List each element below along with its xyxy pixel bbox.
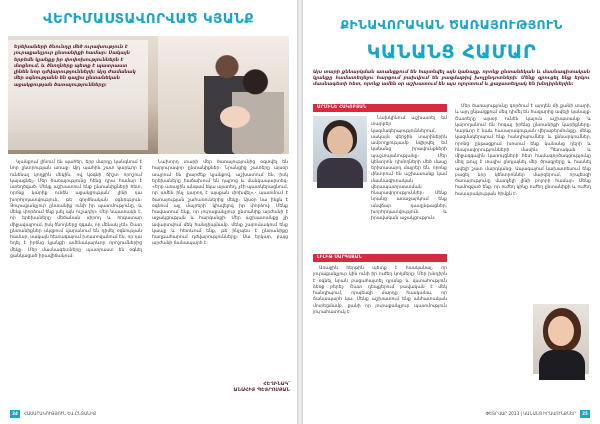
person2-name-band: ԼԻԼԻԹ ՍԱՐԳՍՅԱՆ bbox=[313, 254, 447, 262]
left-column-1-text: Կյանքում լինում են պահեր, երբ մարդը կանգնում է նոր ընտրության առաջ։ Այդ պահին շատ կարևոր է ունենալ կողքին մեկին, ով կօգնի ճիշտ որոշում կայացնել։ Մեր ծառայությունը հենց դրա համար է ստեղծված։ Մենք աշխատում ենք ընտանիքների հետ, որոնք կարիք ունեն աջակցության՝ լինի դա խորհրդատվություն, թե գործնական օգնություն։ Յուրաքանչյուր ընտանիք ունի իր պատմությունը, և մենք փորձում ենք լսել այն ուշադիր։ Մեր նպատակն է, որ երեխաները մեծանան սիրող և հոգատար միջավայրում, իսկ ծնողները զգան, որ մենակ չեն։ Շատ ընտանիքներ սկզբում վարանում են դիմել օգնության համար, սակայն հետագայում խոստովանում են, որ դա եղել է իրենց կյանքի ամենակարևոր որոշումներից մեկը։ Մեր մասնագետները պատրաստ են օգնել ցանկացած իրավիճակում։ bbox=[10, 160, 142, 259]
right-column-text-block bbox=[455, 104, 591, 300]
person2-portrait bbox=[533, 304, 589, 374]
right-page bbox=[303, 0, 600, 424]
right-column-text: Մեր ծառայությունը գործում է արդեն մի քանի տարի, և այդ ընթացքում մեզ դիմել են հազարից ավելի կանայք։ Շատերը այսօր ունեն կայուն աշխատանք և կարողանում են հոգալ իրենց ընտանիքի կարիքները։ Կարևոր է նաև հասարակության վերաբերմունքը. մենք կազմակերպում ենք հանդիպումներ և քննարկումներ, որոնց ընթացքում խոսում ենք կանանց դերի և հնարավորությունների մասին։ Պետական և միջազգային կառույցների հետ համագործակցությունը մեզ թույլ է տալիս ընդլայնել մեր ծրագրերը և հասնել ավելի շատ մարդկանց։ Ապագայում նախատեսում ենք բացել նոր կենտրոններ մարզերում, որպեսզի ծառայությունը մատչելի լինի բոլորի համար։ Մենք համոզված ենք, որ ուժեղ կինը ուժեղ ընտանիքի և ուժեղ հասարակության հիմքն է։ bbox=[455, 104, 591, 197]
author-signature bbox=[200, 382, 290, 394]
left-column-2 bbox=[152, 160, 288, 380]
left-page-number: 24 bbox=[10, 410, 20, 418]
signature-label: ՀԵՂԻՆԱԿ՝ bbox=[263, 382, 290, 387]
right-title-line-1: ՔԻՆԱՎՈՐԱԿԱՆ ԾԱՌԱՅՈՒԹՅՈՒՆ bbox=[340, 17, 563, 32]
left-column-2-text: Նախորդ տարի մեր ծառայությունից օգտվել են հարյուրավոր ընտանիքներ։ Նրանցից շատերը այսօր ապրում են լիարժեք կյանքով, աշխատում են, իսկ երեխաները հաճախում են դպրոց և մանկապարտեզ։ «Երբ առաջին անգամ եկա այստեղ, չէի պատկերացնում, որ ամեն ինչ կարող է այսքան փոխվել»,- պատմում է ծառայության շահառուներից մեկը։ Այսօր նա ինքն է օգնում այլ մայրերի՝ կիսվելով իր փորձով։ Մենք հավատում ենք, որ յուրաքանչյուր ընտանիք արժանի է աջակցության և հարգանքի։ Մեր աշխատանքը չի ավարտվում մեկ հանդիպմամբ. մենք շարունակում ենք կապը և հետևում ենք, թե ինչպես է ընտանիքը հաղթահարում դժվարությունները։ Սա երկար, բայց արժանի ճանապարհ է։ bbox=[152, 160, 288, 247]
person1-text: Նախկինում աշխատել եմ տարբեր կազմակերպություններում, սակայն վերջին տարիներին ամբողջությամբ նվիրվել եմ կանանց իրավունքների պաշտպանությանը։ Մեր կենտրոն դիմողների մեծ մասը երիտասարդ մայրեր են, որոնք փնտրում են աշխատանք կամ մասնագիտական վերապատրաստման հնարավորություններ։ Մենք նրանց առաջարկում ենք անվճար դասընթացներ, խորհրդատվություն և իրավական աջակցություն։ bbox=[371, 116, 447, 221]
person1-name-band: ԱՐՄԻՆԵ ՀԱԿՈԲՅԱՆ bbox=[313, 104, 447, 112]
person1-portrait bbox=[313, 116, 367, 182]
left-running-footer: ՀԱՍԱՐԱԿՈՒԹՅՈՒՆ ԵՎ ԸՆՏԱՆԻՔ bbox=[24, 411, 97, 416]
right-page-number: 25 bbox=[580, 410, 590, 418]
baby-figure bbox=[220, 106, 250, 128]
left-footer bbox=[10, 410, 287, 418]
person2-text-block bbox=[313, 266, 447, 338]
right-left-column bbox=[313, 104, 447, 404]
signature-name: ԱՆԱՀԻՏ ՊԵՏՐՈՍՅԱՆ bbox=[233, 388, 290, 393]
left-column-1 bbox=[10, 160, 142, 396]
person1-text-block bbox=[371, 116, 447, 221]
left-page bbox=[0, 0, 297, 424]
left-lead-box bbox=[8, 40, 148, 150]
left-lead-text: Երեխաների ծնունդը մեծ ուրախություն է յուրաքանչյուր ընտանիքի համար։ Սակայն երբեմն կյանքը իր փոփոխություններն է մտցնում, և ծնողները պետք է պատրաստ լինեն նոր դժվարությունների։ Այդ ժամանակ մեր օգնությանն են գալիս ընտանեկան աջակցության ծառայությունները։ bbox=[14, 45, 136, 88]
left-page-title: ՎԵՐԻՄԱՍՏԱՎՈՐՎԱԾ ԿՅԱՆՔ bbox=[42, 11, 255, 27]
person2-text: Առաջին հերթին պետք է հասկանալ, որ յուրաքանչյուր կին ունի իր ուժեղ կողմերը։ Մեր խնդիրն է օգնել նրան բացահայտել դրանք և վստահություն ձեռք բերել։ Շատ դեպքերում բավական է մեկ հանդիպում, որպեսզի մարդը հասկանա, որ ճանապարհ կա։ Մենք աշխատում ենք անհատական մոտեցմամբ, քանի որ յուրաքանչյուր պատմություն յուրահատուկ է։ bbox=[313, 266, 447, 315]
right-footer bbox=[313, 410, 590, 418]
right-running-footer: ՓԵՏՐՎԱՐ 2013 | ԿԱՆԱՆՑ ԻՐԱՎՈՒՆՔՆԵՐ bbox=[485, 411, 576, 416]
right-title-line-2: ԿԱՆԱՆՑ ՀԱՄԱՐ bbox=[366, 41, 537, 63]
right-right-column bbox=[455, 104, 591, 404]
right-lead-text: Այս տարի քննարկման առանցքում են հայտնվել այն կանայք, որոնք ընտանեկան և մասնագիտական կյանքը համատեղելու հարցում բախվում են բազմաթիվ խոչընդոտների։ Մենք զրուցել ենք երկու մասնագետի հետ, որոնք ամեն օր աշխատում են այս ոլորտում և քաջատեղյակ են խնդիրներին։ bbox=[313, 70, 590, 88]
